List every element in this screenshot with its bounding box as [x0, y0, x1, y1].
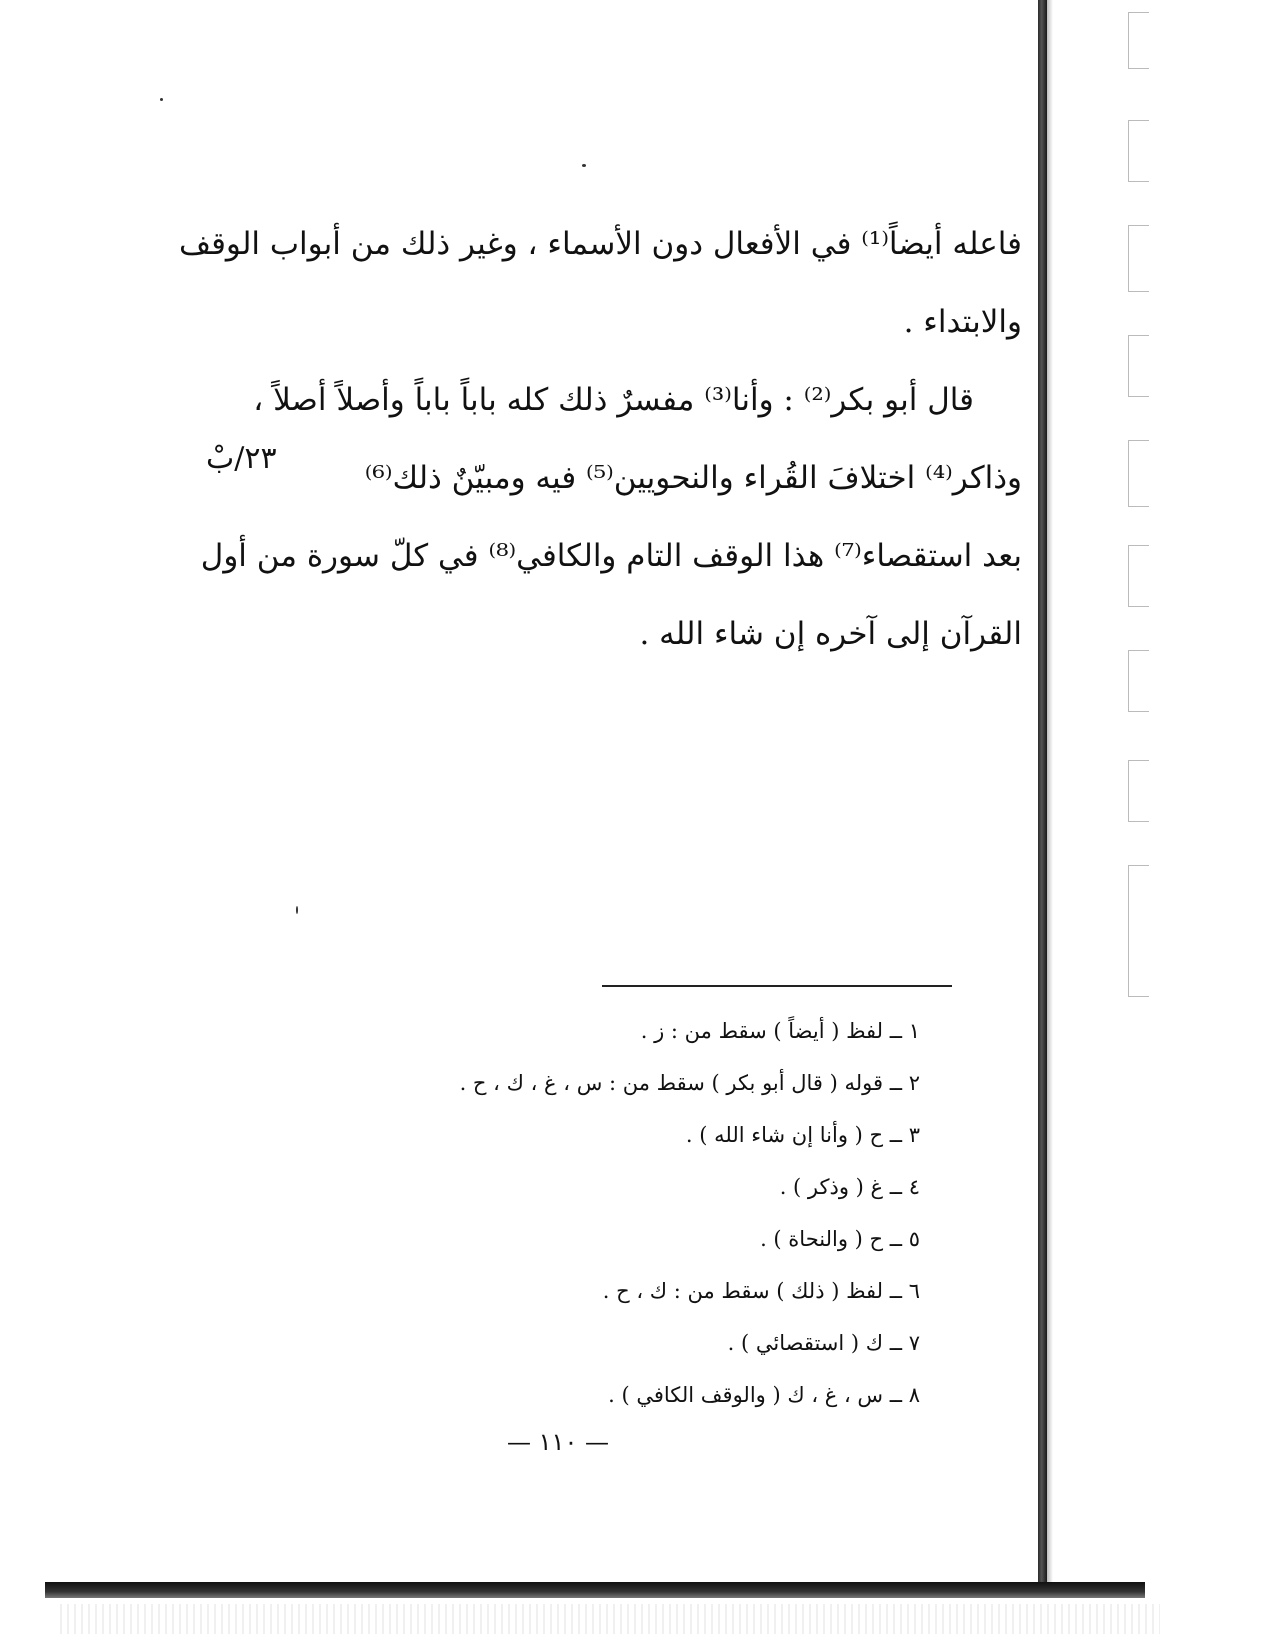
body-line: قال أبو بكر⁽²⁾ : وأنا⁽³⁾ مفسرٌ ذلك كله باباً باباً وأصلاً أصلاً ، — [253, 382, 974, 418]
page-edge — [1128, 440, 1149, 507]
manuscript-folio-reference: ٢٣/بْ — [206, 441, 277, 476]
footnotes — [320, 1005, 920, 1421]
scan-speck — [296, 906, 298, 914]
scan-noise — [60, 1604, 1160, 1634]
spine-shadow — [1047, 0, 1053, 1582]
footnote: ٧ ــ ك ( استقصائي ) . — [727, 1331, 920, 1355]
page-edge — [1128, 545, 1149, 607]
book-spine — [1038, 0, 1047, 1582]
footnote: ٢ ــ قوله ( قال أبو بكر ) سقط من : س ، غ ، ك ، ح . — [459, 1071, 920, 1095]
body-line: فاعله أيضاً⁽¹⁾ في الأفعال دون الأسماء ، وغير ذلك من أبواب الوقف — [179, 226, 1022, 262]
page-number: — ١١٠ — — [507, 1428, 609, 1456]
body-line: القرآن إلى آخره إن شاء الله . — [639, 616, 1022, 652]
main-body-text — [179, 205, 1022, 673]
footnote: ٦ ــ لفظ ( ذلك ) سقط من : ك ، ح . — [602, 1279, 920, 1303]
body-line: والابتداء . — [903, 304, 1022, 340]
footnote: ٤ ــ غ ( وذكر ) . — [779, 1175, 920, 1199]
footnote-divider — [602, 985, 952, 987]
footnote: ١ ــ لفظ ( أيضاً ) سقط من : ز . — [640, 1019, 920, 1043]
page-edge — [1128, 760, 1149, 822]
footnote: ٥ ــ ح ( والنحاة ) . — [760, 1227, 920, 1251]
page-edge — [1128, 335, 1149, 397]
footnote: ٣ ــ ح ( وأنا إن شاء الله ) . — [685, 1123, 920, 1147]
page-edge — [1128, 650, 1149, 712]
body-line: بعد استقصاء⁽⁷⁾ هذا الوقف التام والكافي⁽⁸⁾ في كلّ سورة من أول — [200, 538, 1022, 574]
page-edge — [1128, 12, 1149, 69]
page-edge — [1128, 225, 1149, 292]
scan-speck — [582, 164, 586, 167]
scan-bottom-edge — [45, 1582, 1145, 1598]
page-edge — [1128, 120, 1149, 182]
body-line: وذاكر⁽⁴⁾ اختلافَ القُراء والنحويين⁽⁵⁾ فيه ومبيّنٌ ذلك⁽⁶⁾ — [364, 460, 1022, 496]
scan-speck — [160, 98, 163, 101]
footnote: ٨ ــ س ، غ ، ك ( والوقف الكافي ) . — [608, 1383, 920, 1407]
page-edge — [1128, 865, 1149, 997]
